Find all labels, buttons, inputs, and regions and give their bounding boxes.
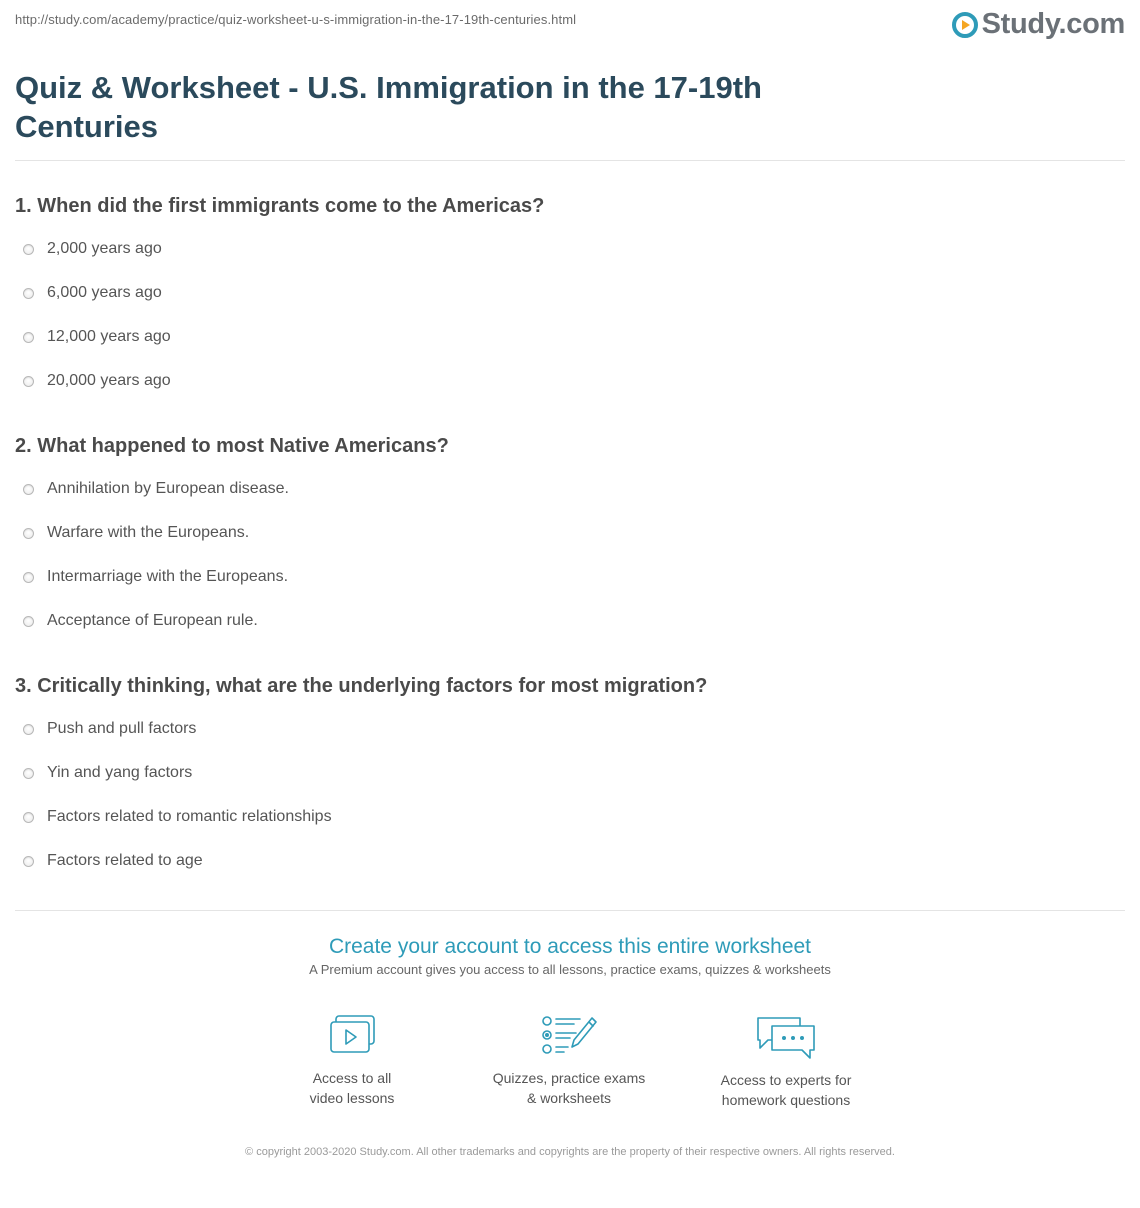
feature-video-lessons	[252, 1014, 452, 1108]
title-divider	[15, 160, 1125, 161]
answer-option[interactable]	[23, 850, 203, 872]
radio-button[interactable]	[23, 812, 34, 823]
answer-label: Push and pull factors	[47, 720, 197, 737]
radio-button[interactable]	[23, 376, 34, 387]
feature-label: Access to experts for homework questions	[720, 1072, 852, 1108]
answer-option[interactable]	[23, 370, 171, 392]
quiz-checklist-icon	[540, 1014, 598, 1058]
question-1	[15, 193, 1125, 219]
create-account-link[interactable]: Create your account to access this entire worksheet	[328, 935, 812, 958]
radio-button[interactable]	[23, 244, 34, 255]
cta-subtitle: A Premium account gives you access to all lessons, practice exams, quizzes & worksheets	[309, 962, 831, 977]
radio-button[interactable]	[23, 572, 34, 583]
radio-button[interactable]	[23, 484, 34, 495]
feature-quizzes	[469, 1014, 669, 1108]
radio-button[interactable]	[23, 616, 34, 627]
answer-option[interactable]	[23, 566, 288, 588]
answer-label: Warfare with the Europeans.	[47, 524, 250, 541]
answer-option[interactable]	[23, 326, 171, 348]
questions-divider	[15, 910, 1125, 911]
radio-button[interactable]	[23, 856, 34, 867]
answer-label: Acceptance of European rule.	[47, 612, 258, 629]
answer-option[interactable]	[23, 522, 249, 544]
signup-cta	[15, 933, 1125, 977]
page-url: http://study.com/academy/practice/quiz-worksheet-u-s-immigration-in-the-17-19th-centuries.html	[15, 12, 577, 27]
answer-label: 6,000 years ago	[47, 284, 162, 301]
logo-text: Study.com	[981, 8, 1125, 40]
radio-button[interactable]	[23, 332, 34, 343]
answer-label: Annihilation by European disease.	[47, 480, 289, 497]
question-2	[15, 433, 1125, 459]
video-lessons-icon	[327, 1014, 377, 1058]
feature-label: Access to all video lessons	[309, 1070, 395, 1106]
feature-experts	[686, 1014, 886, 1110]
study-logo[interactable]	[952, 8, 1125, 41]
radio-button[interactable]	[23, 768, 34, 779]
chat-bubbles-icon	[754, 1014, 818, 1060]
page-title: Quiz & Worksheet - U.S. Immigration in the 17-19th Centuries	[15, 70, 762, 144]
answer-option[interactable]	[23, 610, 258, 632]
question-text: 2. What happened to most Native Americans?	[15, 435, 449, 457]
question-text: 3. Critically thinking, what are the underlying factors for most migration?	[15, 675, 708, 697]
radio-button[interactable]	[23, 288, 34, 299]
answer-label: Intermarriage with the Europeans.	[47, 568, 289, 585]
radio-button[interactable]	[23, 528, 34, 539]
radio-button[interactable]	[23, 724, 34, 735]
copyright-text: © copyright 2003-2020 Study.com. All other trademarks and copyrights are the property of their respective owners. All rights reserved.	[245, 1146, 895, 1158]
feature-label: Quizzes, practice exams & worksheets	[492, 1070, 646, 1106]
answer-option[interactable]	[23, 762, 192, 784]
answer-label: 12,000 years ago	[47, 328, 171, 345]
answer-option[interactable]	[23, 478, 289, 500]
answer-option[interactable]	[23, 806, 332, 828]
play-circle-icon	[952, 12, 978, 38]
question-text: 1. When did the first immigrants come to the Americas?	[15, 195, 545, 217]
answer-option[interactable]	[23, 282, 162, 304]
answer-option[interactable]	[23, 718, 196, 740]
answer-label: Yin and yang factors	[47, 764, 193, 781]
answer-label: Factors related to romantic relationships	[47, 808, 332, 825]
answer-label: Factors related to age	[47, 852, 203, 869]
question-3	[15, 673, 1125, 699]
answer-label: 2,000 years ago	[47, 240, 162, 257]
answer-label: 20,000 years ago	[47, 372, 171, 389]
answer-option[interactable]	[23, 238, 162, 260]
